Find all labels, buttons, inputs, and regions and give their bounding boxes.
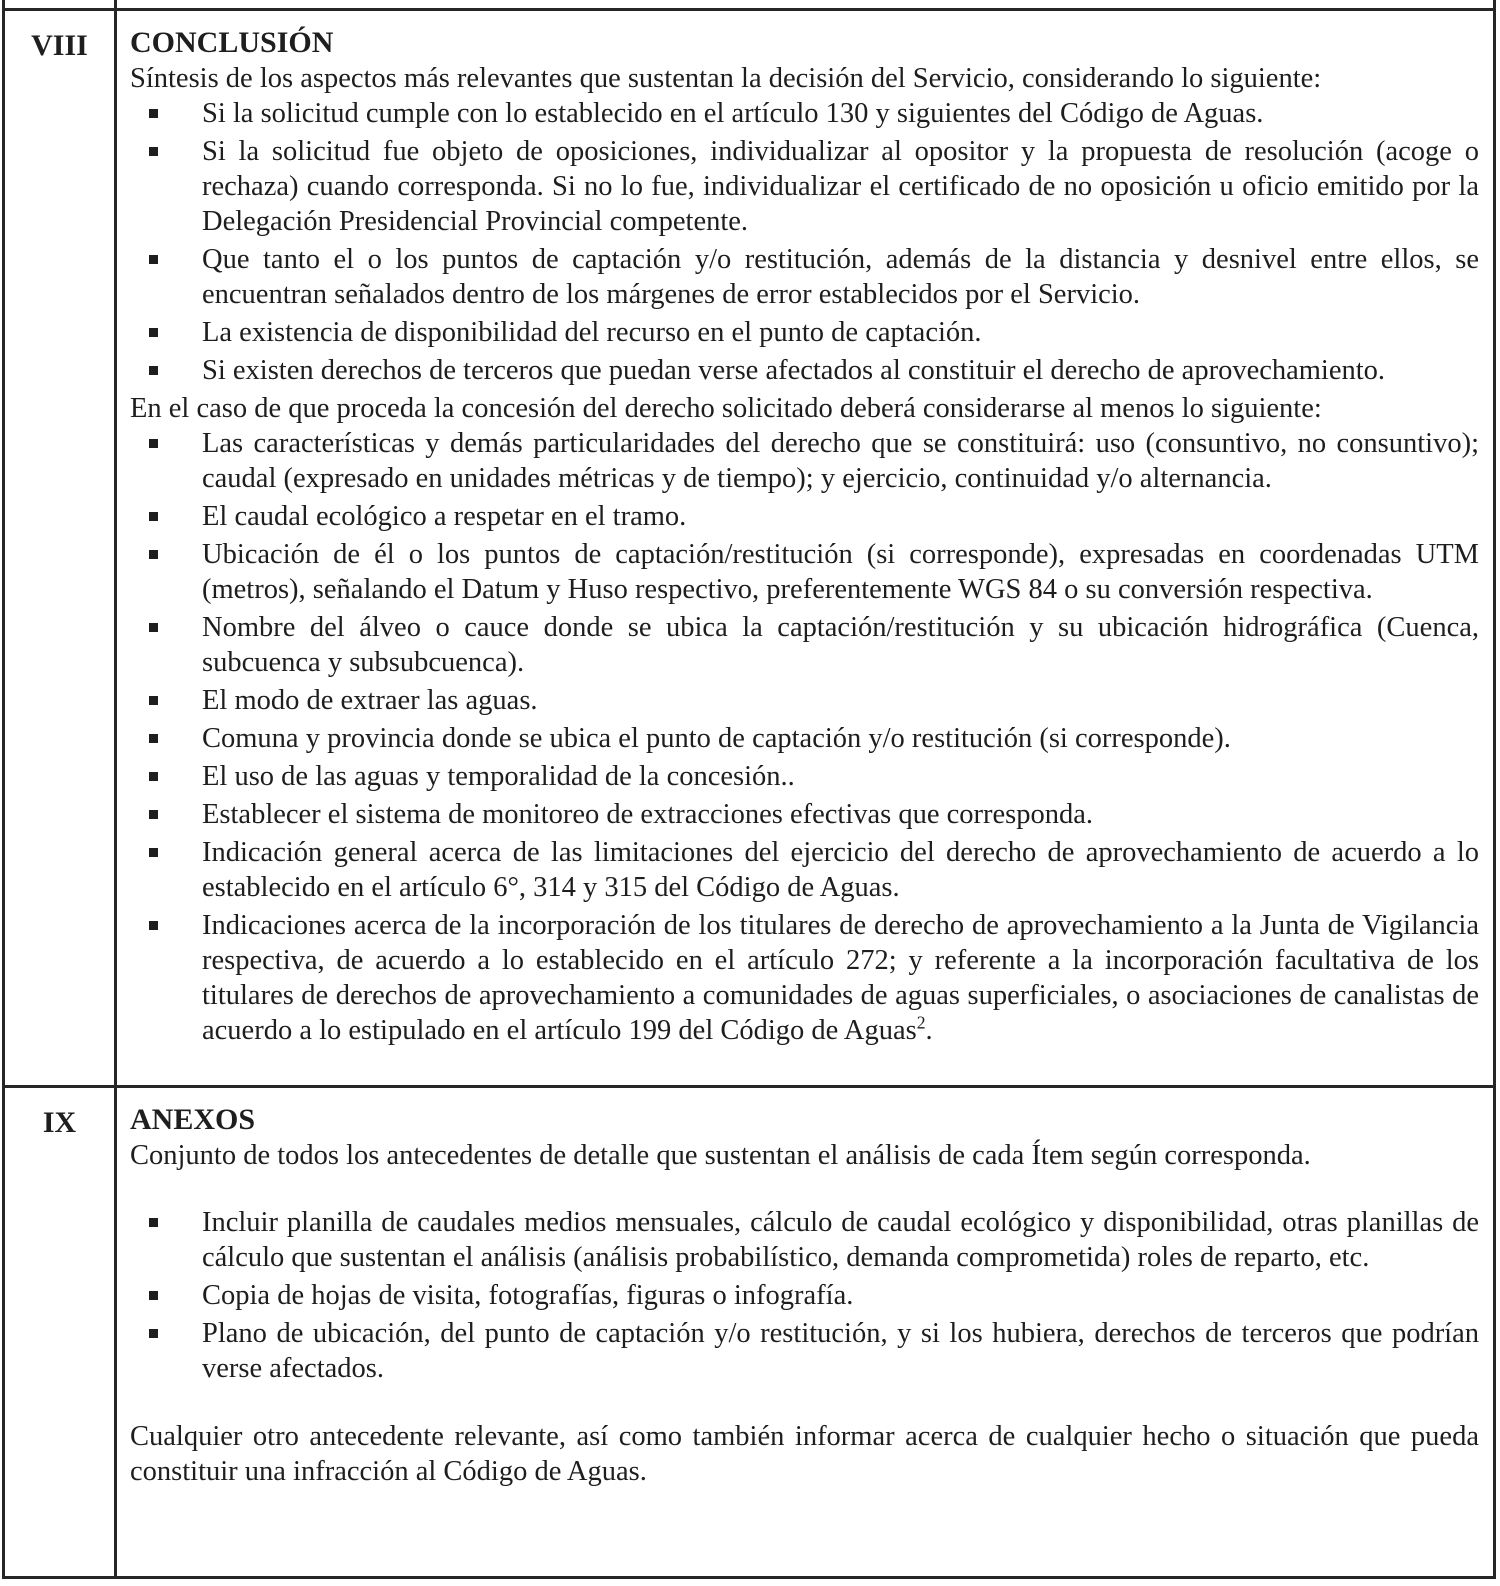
body-cell-viii [117, 11, 1496, 1085]
table-row-conclusion [2, 8, 1496, 1085]
list-item-text: El caudal ecológico a respetar en el tramo. [202, 501, 687, 532]
bullet-icon [149, 109, 158, 118]
list-item [130, 315, 1479, 350]
bullet-icon [149, 439, 158, 448]
list-item-text: Nombre del álveo o cauce donde se ubica la captación/restitución y su ubicación hidrográfica (Cuenca, subcuenca y subsubcuenca). [202, 612, 1479, 678]
list-item [130, 1278, 1479, 1313]
list-item-text: Las características y demás particularidades del derecho que se constituirá: uso (consuntivo, no consuntivo); caudal (expresado en unidades métricas y de tiempo); y ejercicio, continuidad y/o alternancia. [202, 428, 1479, 494]
list-item [130, 134, 1479, 239]
list-item-suffix: . [925, 1015, 933, 1046]
bullet-icon [149, 848, 158, 857]
list-item [130, 1205, 1479, 1275]
bullet-list-concession [130, 426, 1479, 1048]
bullet-icon [149, 550, 158, 559]
document-table [2, 0, 1496, 1579]
row-numeral: VIII [31, 29, 88, 62]
list-item [130, 426, 1479, 496]
bullet-icon [149, 623, 158, 632]
bullet-icon [149, 1291, 158, 1300]
bullet-icon [149, 734, 158, 743]
list-item [130, 1316, 1479, 1386]
list-item-text: La existencia de disponibilidad del recurso en el punto de captación. [202, 317, 982, 348]
section-intro: Síntesis de los aspectos más relevantes que sustentan la decisión del Servicio, considerando lo siguiente: [130, 63, 1322, 94]
list-item [130, 353, 1479, 388]
list-item [130, 610, 1479, 680]
body-cell-ix [117, 1088, 1496, 1576]
list-item [130, 908, 1479, 1048]
list-item-text: Incluir planilla de caudales medios mensuales, cálculo de caudal ecológico y disponibilidad, otras planillas de cálculo que sustentan el análisis (análisis probabilístico, demanda comprometida) roles de reparto, etc. [202, 1207, 1479, 1273]
list-item [130, 96, 1479, 131]
list-item-text: Ubicación de él o los puntos de captación/restitución (si corresponde), expresadas en coordenadas UTM (metros), señalando el Datum y Huso respectivo, preferentemente WGS 84 o su conversión respectiva. [202, 539, 1479, 605]
bullet-icon [149, 255, 158, 264]
list-item-text: El modo de extraer las aguas. [202, 685, 538, 716]
bullet-icon [149, 1218, 158, 1227]
list-item-text: Si la solicitud fue objeto de oposiciones, individualizar al opositor y la propuesta de resolución (acoge o rechaza) cuando corresponda. Si no lo fue, individualizar el certificado de no oposición u oficio emitido por la Delegación Presidencial Provincial competente. [202, 136, 1479, 237]
list-item-text: El uso de las aguas y temporalidad de la concesión.. [202, 761, 795, 792]
table-row-previous-sliver [2, 0, 1496, 8]
section-title: CONCLUSIÓN [130, 26, 334, 59]
list-item-text: Indicaciones acerca de la incorporación de los titulares de derecho de aprovechamiento a la Junta de Vigilancia respectiva, de acuerdo a lo establecido en el artículo 272; y referente a la incorporación facultativa de los titulares de derechos de aprovechamiento a comunidades de aguas superficiales, o asociaciones de canalistas de acuerdo a lo estipulado en el artículo 199 del Código de Aguas [202, 910, 1479, 1046]
section-intro: Conjunto de todos los antecedentes de detalle que sustentan el análisis de cada Ítem según corresponda. [130, 1140, 1311, 1171]
list-item-text: Que tanto el o los puntos de captación y/o restitución, además de la distancia y desnivel entre ellos, se encuentran señalados dentro de los márgenes de error establecidos por el Servicio. [202, 244, 1479, 310]
table-row-anexos [2, 1085, 1496, 1579]
list-item-text: Copia de hojas de visita, fotografías, figuras o infografía. [202, 1280, 854, 1311]
bullet-icon [149, 1329, 158, 1338]
list-item-text: Establecer el sistema de monitoreo de extracciones efectivas que corresponda. [202, 799, 1094, 830]
bullet-list-anexos [130, 1205, 1479, 1386]
list-item [130, 797, 1479, 832]
bullet-icon [149, 366, 158, 375]
list-item [130, 721, 1479, 756]
numeral-cell-ix [2, 1088, 117, 1576]
section-title: ANEXOS [130, 1103, 256, 1136]
list-item [130, 242, 1479, 312]
footnote-superscript: 2 [916, 1012, 926, 1033]
bullet-icon [149, 696, 158, 705]
row-numeral: IX [42, 1106, 77, 1139]
list-item [130, 759, 1479, 794]
bullet-icon [149, 772, 158, 781]
bullet-icon [149, 328, 158, 337]
list-item-text: Plano de ubicación, del punto de captación y/o restitución, y si los hubiera, derechos de terceros que podrían verse afectados. [202, 1318, 1479, 1384]
list-item-text: Si existen derechos de terceros que puedan verse afectados al constituir el derecho de aprovechamiento. [202, 355, 1386, 386]
list-item [130, 835, 1479, 905]
numeral-cell-viii [2, 11, 117, 1085]
list-item-text: Si la solicitud cumple con lo establecido en el artículo 130 y siguientes del Código de Aguas. [202, 98, 1264, 129]
list-item [130, 499, 1479, 534]
section-closing-paragraph: Cualquier otro antecedente relevante, así como también informar acerca de cualquier hecho o situación que pueda constituir una infracción al Código de Aguas. [130, 1421, 1479, 1487]
bullet-icon [149, 921, 158, 930]
list-item-text: Comuna y provincia donde se ubica el punto de captación y/o restitución (si corresponde). [202, 723, 1231, 754]
bullet-icon [149, 512, 158, 521]
list-item-text: Indicación general acerca de las limitaciones del ejercicio del derecho de aprovechamiento de acuerdo a lo establecido en el artículo 6°, 314 y 315 del Código de Aguas. [202, 837, 1479, 903]
bullet-list-criteria [130, 96, 1479, 388]
bullet-icon [149, 810, 158, 819]
list-item [130, 683, 1479, 718]
list-item [130, 537, 1479, 607]
section-middle-paragraph: En el caso de que proceda la concesión del derecho solicitado deberá considerarse al menos lo siguiente: [130, 393, 1322, 424]
bullet-icon [149, 147, 158, 156]
